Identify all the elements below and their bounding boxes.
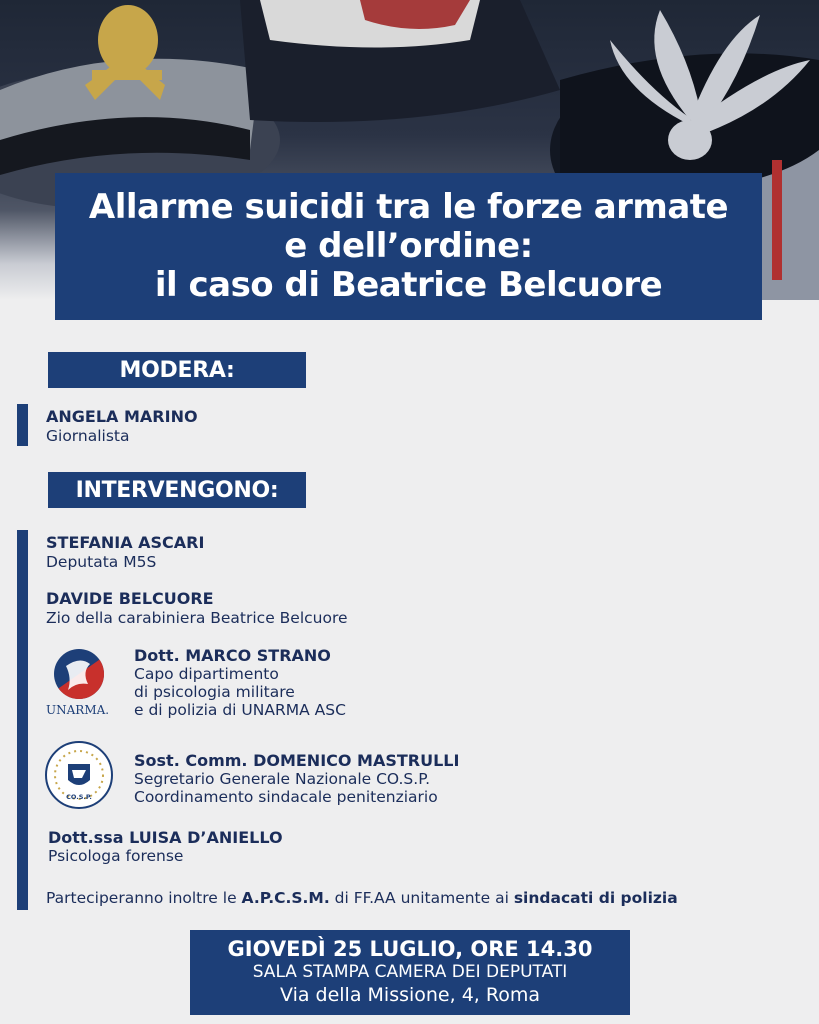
speakers-accent-bar <box>17 530 28 910</box>
speaker-name: Sost. Comm. DOMENICO MASTRULLI <box>134 751 460 770</box>
note-text: di FF.AA unitamente ai <box>329 889 514 907</box>
event-date: GIOVEDÌ 25 LUGLIO, ORE 14.30 <box>227 937 593 961</box>
speaker-role: Zio della carabiniera Beatrice Belcuore <box>46 609 348 627</box>
speaker-name: STEFANIA ASCARI <box>46 533 205 552</box>
event-address: Via della Missione, 4, Roma <box>279 984 540 1006</box>
title-line-2: e dell’ordine: <box>284 226 533 266</box>
speaker-role: di psicologia militare <box>134 683 295 701</box>
speaker-role: Deputata M5S <box>46 553 157 571</box>
note-highlight: sindacati di polizia <box>513 889 678 907</box>
moderator-role: Giornalista <box>46 427 130 445</box>
speaker-role: Segretario Generale Nazionale CO.S.P. <box>134 770 431 788</box>
speaker-name: Dott.ssa LUISA D’ANIELLO <box>48 828 283 847</box>
speaker-name: Dott. MARCO STRANO <box>134 646 331 665</box>
moderator-name: ANGELA MARINO <box>46 407 198 426</box>
speaker-role: Capo dipartimento <box>134 665 279 683</box>
speaker-role: Psicologa forense <box>48 847 184 865</box>
unarma-logo-text: UNARMA. <box>46 703 110 717</box>
title-banner <box>55 173 762 320</box>
speakers-section-label: INTERVENGONO: <box>48 472 306 508</box>
unarma-logo <box>46 648 118 718</box>
cosp-logo <box>44 740 114 810</box>
speaker-role: Coordinamento sindacale penitenziario <box>134 788 438 806</box>
note-text: Parteciperanno inoltre le <box>46 889 242 907</box>
event-venue: SALA STAMPA CAMERA DEI DEPUTATI <box>252 962 568 982</box>
speaker-role: e di polizia di UNARMA ASC <box>134 701 346 719</box>
title-line-3: il caso di Beatrice Belcuore <box>154 265 663 305</box>
participation-note <box>46 889 678 907</box>
moderator-section-label: MODERA: <box>48 352 306 388</box>
cosp-logo-text: CO.S.P. <box>66 793 92 801</box>
note-highlight: A.P.C.S.M. <box>241 889 330 907</box>
moderator-accent-bar <box>17 404 28 446</box>
event-details-box <box>190 930 630 1015</box>
title-line-1: Allarme suicidi tra le forze armate <box>88 187 729 227</box>
speaker-name: DAVIDE BELCUORE <box>46 589 214 608</box>
